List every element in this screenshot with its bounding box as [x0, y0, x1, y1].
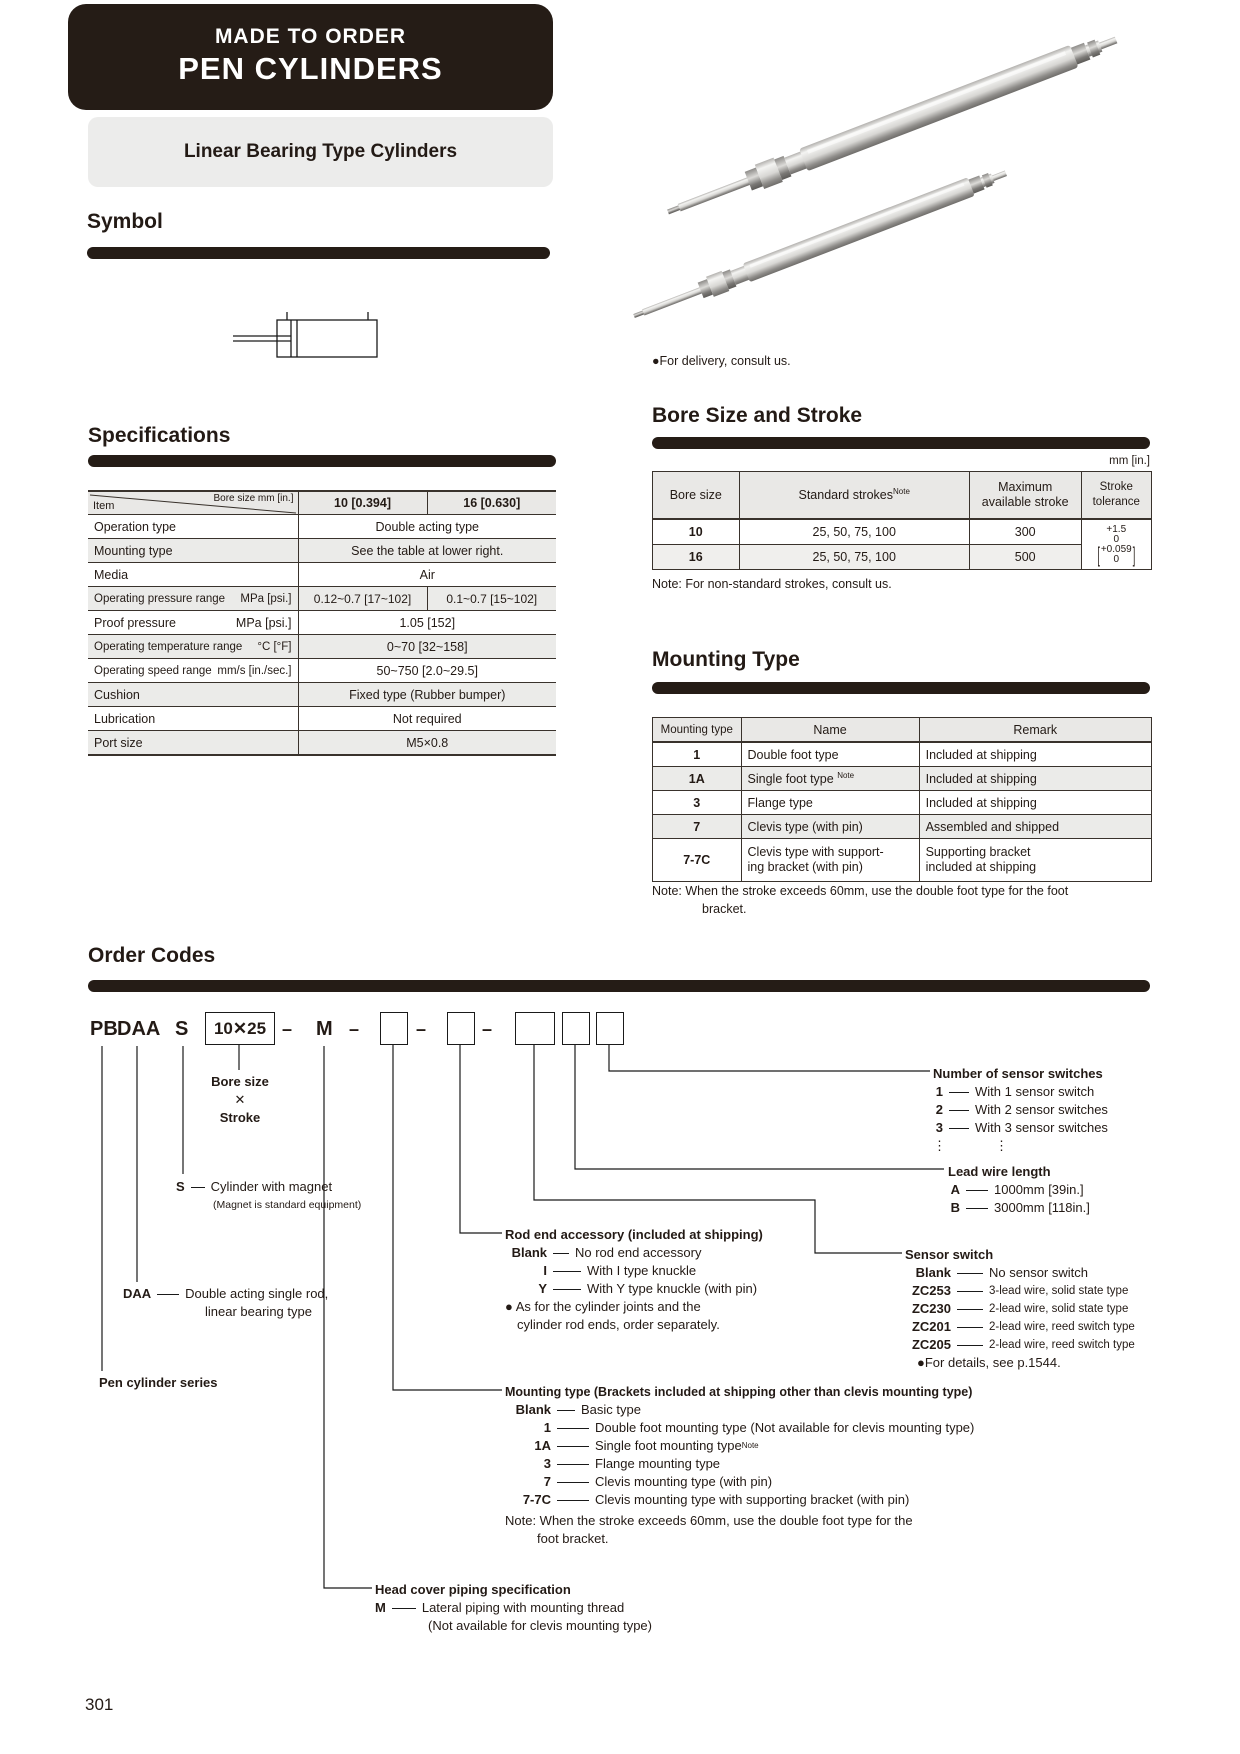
lead-wire-code: A: [950, 1182, 960, 1197]
mounting-type-table: [652, 717, 1152, 882]
mounting-remark: Supporting bracket included at shipping: [919, 839, 1151, 882]
spec-row: [88, 539, 556, 563]
spec-value-16: 0.1~0.7 [15~102]: [427, 587, 556, 611]
spec-row: [88, 587, 556, 611]
code-daa: DAA: [117, 1018, 161, 1040]
spec-col-16: 16 [0.630]: [427, 491, 556, 515]
connector-sensor-switch: [534, 1045, 902, 1253]
spec-label: Port size: [94, 735, 143, 750]
max-line1: Maximum: [998, 480, 1053, 494]
made-to-order-badge: [68, 4, 553, 110]
spec-row: [88, 563, 556, 587]
tolerance-header: [1081, 472, 1151, 520]
sensor-footnote: ●For details, see p.1544.: [917, 1355, 1061, 1370]
magnet-subtext: (Magnet is standard equipment): [213, 1199, 362, 1211]
bore-value: 10: [653, 519, 740, 545]
number-text: With 2 sensor switches: [975, 1102, 1108, 1117]
mounting-remark: Included at shipping: [919, 742, 1151, 767]
note-superscript: Note: [741, 1441, 759, 1450]
bore-size-header: Bore size: [653, 472, 740, 520]
note-superscript: Note: [893, 487, 910, 497]
sensor-text: 2-lead wire, solid state type: [989, 1303, 1129, 1315]
spec-label: Lubrication: [94, 711, 156, 726]
spec-value: 1.05 [152]: [298, 611, 556, 635]
number-code: 2: [935, 1102, 943, 1117]
connector-mounting-type: [393, 1045, 502, 1390]
spec-value-10: 0.12~0.7 [17~102]: [298, 587, 427, 611]
code-lead-wire-box: [562, 1012, 590, 1045]
sensor-code: ZC205: [911, 1337, 951, 1352]
unit-label: mm [in.]: [1109, 455, 1150, 467]
spec-unit: MPa [psi.]: [235, 615, 292, 630]
times-symbol: ✕: [234, 1092, 246, 1107]
mounting-type-header: Mounting type: [653, 718, 742, 743]
code-bore-stroke-box: 10✕25: [205, 1012, 275, 1045]
spec-value: See the table at lower right.: [298, 539, 556, 563]
magnet-label: [176, 1178, 361, 1214]
bore-stroke-heading: Bore Size and Stroke: [652, 404, 863, 427]
sensor-switch-block: [905, 1246, 1135, 1372]
series-subtitle: Linear Bearing Type Cylinders: [88, 117, 553, 187]
mounting-code: 7-7C: [653, 839, 742, 882]
strokes-value: 25, 50, 75, 100: [739, 519, 969, 545]
specifications-table: [88, 490, 556, 756]
spec-unit: °C [°F]: [257, 640, 292, 653]
code-s: S: [175, 1018, 189, 1040]
mounting-block-title: Mounting type (Brackets included at shipping other than clevis mounting type): [505, 1385, 973, 1399]
corner-bottom-label: Item: [93, 500, 115, 512]
name-header: Name: [741, 718, 919, 743]
spec-label: Mounting type: [94, 543, 173, 558]
spec-label: Operation type: [94, 519, 176, 534]
head-cover-text: Lateral piping with mounting thread: [421, 1600, 625, 1615]
mounting-item-text: Clevis mounting type with supporting bracket (with pin): [595, 1492, 910, 1507]
mounting-item-text: Double foot mounting type (Not available for clevis mounting type): [595, 1420, 975, 1435]
mounting-row: [653, 815, 1152, 839]
bracket-right: ]: [1132, 542, 1136, 567]
code-dash: –: [416, 1019, 427, 1039]
sensor-code: ZC253: [911, 1283, 951, 1298]
tol-in-minus: 0: [1113, 553, 1120, 565]
spec-label: Operating temperature range: [94, 640, 243, 653]
spec-label: Cushion: [94, 687, 140, 702]
mounting-name: Flange type: [741, 791, 919, 815]
code-dash: –: [482, 1019, 493, 1039]
corner-top-label: Bore size mm [in.]: [213, 493, 294, 504]
mounting-row-7-7c: [653, 839, 1152, 882]
spec-row: [88, 707, 556, 731]
sensor-text: 2-lead wire, reed switch type: [989, 1339, 1135, 1351]
mounting-name: Clevis type with support- ing bracket (with pin): [741, 839, 919, 882]
spec-col-10: 10 [0.394]: [298, 491, 427, 515]
delivery-note: ●For delivery, consult us.: [652, 354, 791, 368]
mounting-type-rule: [652, 682, 1150, 694]
vertical-dots: ⋮: [995, 1138, 1008, 1153]
rod-end-code: Blank: [511, 1245, 547, 1260]
symbol-rule: [87, 247, 550, 259]
product-photo-pen-cylinder-large: [663, 28, 1120, 224]
spec-unit: MPa [psi.]: [240, 592, 292, 605]
mounting-note-line2: bracket.: [702, 902, 747, 916]
standard-strokes-label: Standard strokes: [798, 488, 893, 503]
max-stroke-value: 500: [969, 545, 1081, 570]
badge-line2: PEN CYLINDERS: [178, 51, 443, 86]
code-dash: –: [282, 1019, 293, 1039]
bore-stroke-rule: [652, 437, 1150, 449]
sensor-switch-title: Sensor switch: [905, 1247, 994, 1262]
spec-row: [88, 611, 556, 635]
rod-end-code: I: [543, 1263, 547, 1278]
connector-number-of-switches: [609, 1045, 930, 1071]
spec-unit: mm/s [in./sec.]: [217, 664, 292, 677]
spec-value: Air: [298, 563, 556, 587]
mounting-item-text: Basic type: [581, 1402, 641, 1417]
spec-label: Media: [94, 567, 129, 582]
mounting-item-text: Clevis mounting type (with pin): [595, 1474, 773, 1489]
bracket-left: [: [1097, 542, 1100, 567]
code-rod-end-box: [447, 1012, 475, 1045]
number-of-switches-block: [933, 1065, 1108, 1155]
daa-text2: linear bearing type: [205, 1304, 312, 1319]
max-stroke-header: [969, 472, 1081, 520]
page-number: 301: [85, 1695, 114, 1714]
code-dash: –: [349, 1019, 360, 1039]
lead-wire-title: Lead wire length: [948, 1164, 1051, 1179]
sensor-text: No sensor switch: [989, 1265, 1088, 1280]
magnet-text: Cylinder with magnet: [210, 1179, 333, 1194]
spec-value: Fixed type (Rubber bumper): [298, 683, 556, 707]
spec-value: M5×0.8: [298, 731, 556, 756]
connector-lead-wire: [575, 1045, 944, 1169]
tol-line2: tolerance: [1092, 496, 1140, 508]
daa-code: DAA: [123, 1286, 152, 1301]
spec-label: Operating pressure range: [94, 592, 226, 605]
lead-wire-code: B: [950, 1200, 960, 1215]
spec-row: [88, 659, 556, 683]
remark-header: Remark: [919, 718, 1151, 743]
sensor-code: ZC230: [911, 1301, 951, 1316]
mounting-item-code: 3: [543, 1456, 551, 1471]
mounting-item-code: Blank: [515, 1402, 551, 1417]
mounting-remark: Included at shipping: [919, 767, 1151, 791]
max-line2: available stroke: [981, 495, 1069, 509]
number-title: Number of sensor switches: [933, 1066, 1103, 1081]
magnet-code: S: [176, 1179, 185, 1194]
bore-row-16: [653, 545, 1152, 570]
spec-header-row: [88, 491, 556, 515]
pen-cylinder-series-label: Pen cylinder series: [99, 1375, 218, 1390]
number-text: With 1 sensor switch: [975, 1084, 1095, 1099]
code-mounting-box: [380, 1012, 408, 1045]
lead-wire-text: 1000mm [39in.]: [994, 1182, 1084, 1197]
mounting-code: 3: [653, 791, 742, 815]
mounting-remark: Assembled and shipped: [919, 815, 1151, 839]
tol-mm-minus: 0: [1113, 533, 1120, 545]
head-cover-piping-block: [375, 1581, 652, 1635]
mounting-row: [653, 742, 1152, 767]
mounting-item-text: Single foot mounting type: [595, 1438, 742, 1453]
rod-end-bullet-line1: ● As for the cylinder joints and the: [505, 1299, 701, 1314]
mounting-type-block: [505, 1383, 974, 1548]
daa-text: Double acting single rod,: [185, 1286, 329, 1301]
standard-strokes-header: [739, 472, 969, 520]
mounting-type-heading: Mounting Type: [652, 648, 800, 671]
head-cover-title: Head cover piping specification: [375, 1582, 571, 1597]
rod-end-text: With Y type knuckle (with pin): [587, 1281, 758, 1296]
bore-value: 16: [653, 545, 740, 570]
product-photo-pen-cylinder-small: [630, 163, 1010, 326]
sensor-text: 3-lead wire, solid state type: [989, 1285, 1129, 1297]
note-superscript: Note: [837, 770, 855, 780]
connector-head-cover: [324, 1046, 372, 1588]
head-cover-subtext: (Not available for clevis mounting type): [428, 1618, 652, 1633]
mounting-code: 1A: [653, 767, 742, 791]
tol-in-plus: +0.059: [1100, 543, 1132, 555]
rod-end-bullet-line2: cylinder rod ends, order separately.: [517, 1317, 720, 1332]
mounting-code: 1: [653, 742, 742, 767]
code-switch-count-box: [596, 1012, 624, 1045]
bore-size-label: Bore size: [211, 1074, 269, 1089]
rod-end-code: Y: [538, 1281, 547, 1296]
sensor-code: Blank: [915, 1265, 951, 1280]
code-m: M: [316, 1018, 333, 1040]
mounting-name: Single foot type $^{Note}$: [741, 767, 919, 791]
spec-row: [88, 683, 556, 707]
daa-label: [123, 1285, 328, 1321]
number-code: 3: [935, 1120, 943, 1135]
mounting-row: [653, 767, 1152, 791]
rod-end-title: Rod end accessory (included at shipping): [505, 1227, 763, 1242]
code-pb: PB: [90, 1018, 118, 1040]
sensor-code: ZC201: [911, 1319, 951, 1334]
specifications-rule: [88, 455, 556, 467]
mounting-header-row: [653, 718, 1152, 743]
mounting-item-code: 1A: [534, 1438, 551, 1453]
badge-line1: MADE TO ORDER: [214, 25, 407, 48]
spec-row: [88, 635, 556, 659]
lead-wire-length-block: [948, 1163, 1090, 1217]
mounting-block-note1: Note: When the stroke exceeds 60mm, use the double foot type for the: [505, 1513, 913, 1528]
symbol-heading: Symbol: [87, 210, 163, 233]
connector-rod-end: [460, 1045, 502, 1233]
rod-end-text: No rod end accessory: [575, 1245, 702, 1260]
mounting-item-code: 7: [543, 1474, 551, 1489]
mounting-note-line1: Note: When the stroke exceeds 60mm, use the double foot type for the foot: [652, 884, 1069, 898]
bore-note: Note: For non-standard strokes, consult us.: [652, 577, 892, 591]
stroke-tolerance-cell: [1081, 519, 1151, 570]
spec-value: 50~750 [2.0~29.5]: [298, 659, 556, 683]
mounting-remark: Included at shipping: [919, 791, 1151, 815]
mounting-item-code: 7-7C: [522, 1492, 551, 1507]
bore-row-10: [653, 519, 1152, 545]
bore-stroke-label: [205, 1073, 275, 1127]
number-code: 1: [935, 1084, 943, 1099]
tol-line1: Stroke: [1099, 481, 1133, 493]
mounting-name: Double foot type: [741, 742, 919, 767]
number-text: With 3 sensor switches: [975, 1120, 1108, 1135]
strokes-value: 25, 50, 75, 100: [739, 545, 969, 570]
specifications-heading: Specifications: [88, 424, 231, 447]
spec-row: [88, 731, 556, 756]
tol-mm-plus: +1.5: [1106, 523, 1127, 535]
mounting-name: Clevis type (with pin): [741, 815, 919, 839]
spec-value: Double acting type: [298, 515, 556, 539]
mounting-row: [653, 791, 1152, 815]
bore-header-row: [653, 472, 1152, 520]
bore-stroke-table: [652, 471, 1152, 570]
spec-value: Not required: [298, 707, 556, 731]
spec-corner-cell: [88, 491, 298, 515]
pneumatic-symbol-drawing: [233, 312, 377, 357]
spec-label: Proof pressure: [94, 615, 176, 630]
mounting-item-text: Flange mounting type: [595, 1456, 721, 1471]
max-stroke-value: 300: [969, 519, 1081, 545]
spec-row: [88, 515, 556, 539]
order-codes-heading: Order Codes: [88, 944, 216, 967]
order-codes-rule: [88, 980, 1150, 992]
mounting-code: 7: [653, 815, 742, 839]
rod-end-text: With I type knuckle: [587, 1263, 697, 1278]
head-cover-code: M: [375, 1600, 386, 1615]
spec-value: 0~70 [32~158]: [298, 635, 556, 659]
rod-end-accessory-block: [505, 1226, 763, 1334]
mounting-block-note2: foot bracket.: [537, 1531, 609, 1546]
stroke-label: Stroke: [219, 1110, 261, 1125]
sensor-text: 2-lead wire, reed switch type: [989, 1321, 1135, 1333]
code-sensor-switch-box: [515, 1012, 555, 1045]
mounting-item-code: 1: [543, 1420, 551, 1435]
vertical-dots: ⋮: [933, 1138, 946, 1153]
lead-wire-text: 3000mm [118in.]: [994, 1200, 1090, 1215]
spec-label: Operating speed range: [94, 664, 212, 677]
